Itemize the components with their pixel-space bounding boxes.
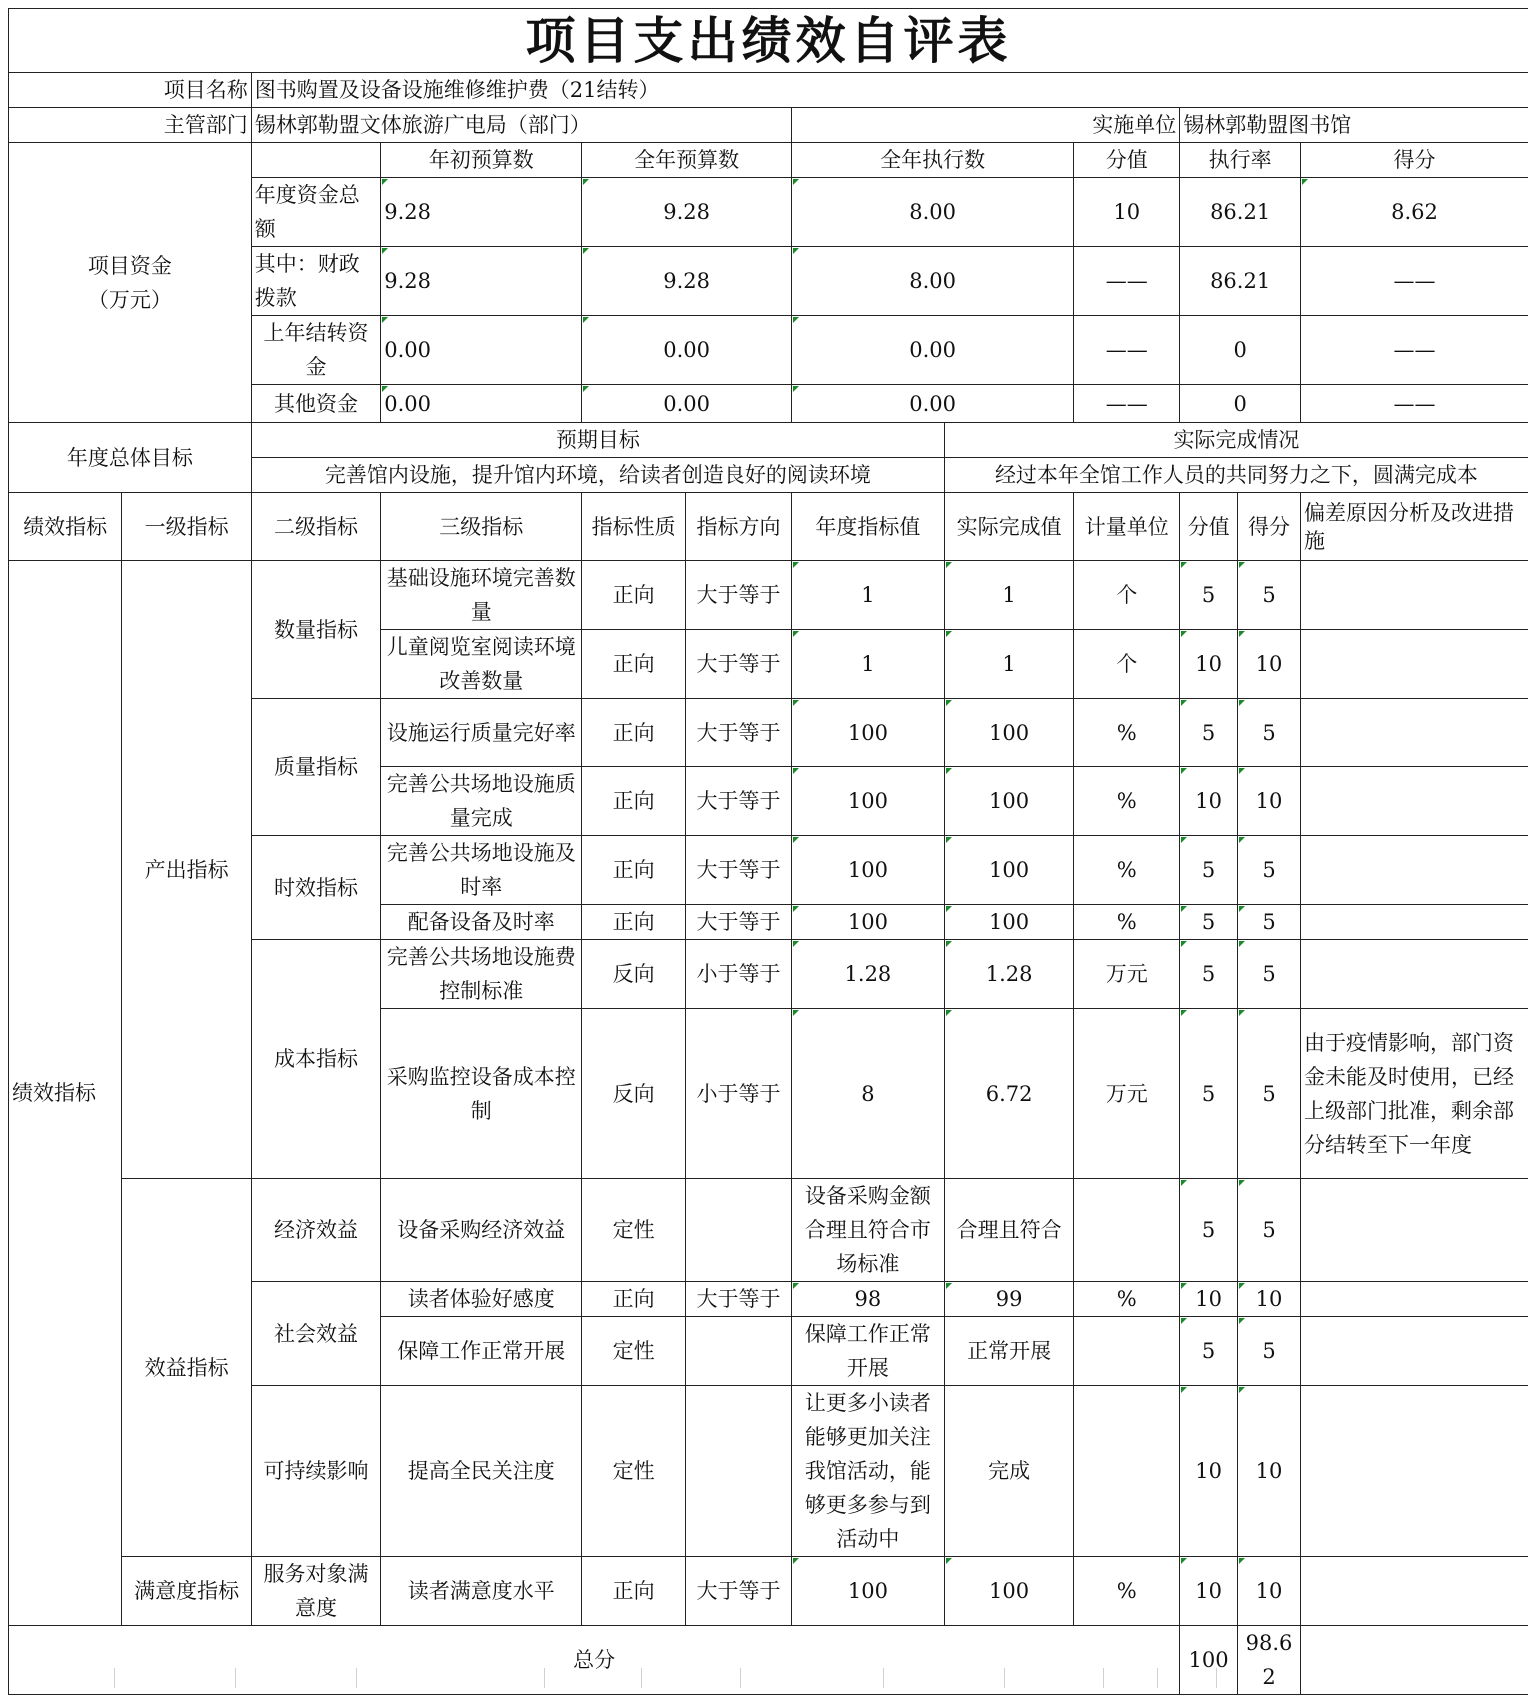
annual-goal-label: 年度总体目标 xyxy=(9,423,252,493)
indicator-actual: 1 xyxy=(944,561,1073,630)
funds-init-budget: 9.28 xyxy=(381,178,582,247)
indicator-name: 提高全民关注度 xyxy=(381,1386,582,1557)
funds-score: —— xyxy=(1301,385,1528,423)
dept-label: 主管部门 xyxy=(9,108,252,143)
indicator-actual: 合理且符合 xyxy=(944,1179,1073,1282)
funds-weight: 10 xyxy=(1074,178,1180,247)
indicator-name: 完善公共场地设施及时率 xyxy=(381,836,582,905)
indicator-unit: % xyxy=(1074,699,1180,767)
indicator-unit: 个 xyxy=(1074,630,1180,699)
indicator-nature: 定性 xyxy=(582,1179,686,1282)
expected-goal-text: 完善馆内设施，提升馆内环境，给读者创造良好的阅读环境 xyxy=(251,458,944,493)
indicator-target: 100 xyxy=(791,767,944,836)
indicator-score: 5 xyxy=(1237,940,1300,1009)
indicator-header: 年度指标值 xyxy=(791,493,944,561)
funds-executed: 0.00 xyxy=(791,316,1073,385)
indicator-name: 采购监控设备成本控制 xyxy=(381,1009,582,1179)
indicator-score: 5 xyxy=(1237,905,1300,940)
indicator-target: 1 xyxy=(791,630,944,699)
indicator-actual: 正常开展 xyxy=(944,1317,1073,1386)
indicator-unit: % xyxy=(1074,836,1180,905)
indicator-score: 5 xyxy=(1237,699,1300,767)
indicator-actual: 100 xyxy=(944,767,1073,836)
total-label: 总分 xyxy=(9,1626,1180,1695)
indicator-nature: 正向 xyxy=(582,561,686,630)
indicator-unit: 万元 xyxy=(1074,940,1180,1009)
level2-social: 社会效益 xyxy=(251,1282,380,1386)
funds-score: 8.62 xyxy=(1301,178,1528,247)
level2-economic: 经济效益 xyxy=(251,1179,380,1282)
indicator-unit: % xyxy=(1074,1557,1180,1626)
funds-score: —— xyxy=(1301,316,1528,385)
indicator-header: 得分 xyxy=(1237,493,1300,561)
indicator-weight: 5 xyxy=(1180,699,1238,767)
indicator-direction: 小于等于 xyxy=(686,1009,792,1179)
indicator-score: 5 xyxy=(1237,836,1300,905)
indicator-unit: % xyxy=(1074,905,1180,940)
funds-header: 年初预算数 xyxy=(381,143,582,178)
funds-init-budget: 0.00 xyxy=(381,316,582,385)
indicator-nature: 反向 xyxy=(582,1009,686,1179)
funds-row-label: 其中：财政拨款 xyxy=(251,247,380,316)
indicator-weight: 10 xyxy=(1180,767,1238,836)
funds-header: 分值 xyxy=(1074,143,1180,178)
indicator-target: 100 xyxy=(791,699,944,767)
indicator-nature: 定性 xyxy=(582,1386,686,1557)
indicator-actual: 1 xyxy=(944,630,1073,699)
indicator-nature: 定性 xyxy=(582,1317,686,1386)
indicator-note: 由于疫情影响，部门资金未能及时使用，已经上级部门批准，剩余部分结转至下一年度 xyxy=(1301,1009,1528,1179)
indicator-name: 配备设备及时率 xyxy=(381,905,582,940)
indicator-weight: 5 xyxy=(1180,836,1238,905)
funds-rate: 0 xyxy=(1180,385,1301,423)
indicator-unit: % xyxy=(1074,1282,1180,1317)
spreadsheet-gridlines xyxy=(0,1668,1528,1688)
indicator-weight: 5 xyxy=(1180,1317,1238,1386)
indicator-actual: 100 xyxy=(944,905,1073,940)
indicator-score: 5 xyxy=(1237,561,1300,630)
funds-executed: 8.00 xyxy=(791,178,1073,247)
funds-executed: 0.00 xyxy=(791,385,1073,423)
dept-value: 锡林郭勒盟文体旅游广电局（部门） xyxy=(251,108,791,143)
indicator-nature: 正向 xyxy=(582,699,686,767)
indicator-actual: 1.28 xyxy=(944,940,1073,1009)
indicator-weight: 10 xyxy=(1180,1282,1238,1317)
funds-weight: —— xyxy=(1074,316,1180,385)
funds-row-label: 上年结转资金 xyxy=(251,316,380,385)
funds-executed: 8.00 xyxy=(791,247,1073,316)
indicator-score: 5 xyxy=(1237,1317,1300,1386)
indicator-header: 实际完成值 xyxy=(944,493,1073,561)
indicator-name: 读者满意度水平 xyxy=(381,1557,582,1626)
indicator-score: 10 xyxy=(1237,630,1300,699)
level2-quantity: 数量指标 xyxy=(251,561,380,699)
indicator-note xyxy=(1301,940,1528,1009)
indicator-direction: 大于等于 xyxy=(686,905,792,940)
indicator-target: 设备采购金额合理且符合市场标准 xyxy=(791,1179,944,1282)
funds-header: 全年预算数 xyxy=(582,143,792,178)
indicator-direction: 小于等于 xyxy=(686,940,792,1009)
indicator-unit xyxy=(1074,1386,1180,1557)
indicator-actual: 6.72 xyxy=(944,1009,1073,1179)
indicator-note xyxy=(1301,1317,1528,1386)
indicator-actual: 100 xyxy=(944,1557,1073,1626)
indicator-name: 基础设施环境完善数量 xyxy=(381,561,582,630)
level1-benefit: 效益指标 xyxy=(122,1179,251,1557)
funds-init-budget: 0.00 xyxy=(381,385,582,423)
indicator-header: 指标性质 xyxy=(582,493,686,561)
indicator-unit xyxy=(1074,1179,1180,1282)
indicator-header: 二级指标 xyxy=(251,493,380,561)
funds-full-budget: 0.00 xyxy=(582,385,792,423)
indicator-header: 指标方向 xyxy=(686,493,792,561)
indicator-score: 10 xyxy=(1237,1557,1300,1626)
indicator-note xyxy=(1301,561,1528,630)
indicator-weight: 5 xyxy=(1180,561,1238,630)
page-title: 项目支出绩效自评表 xyxy=(9,9,1528,73)
indicator-nature: 正向 xyxy=(582,1282,686,1317)
indicator-name: 读者体验好感度 xyxy=(381,1282,582,1317)
indicator-name: 设施运行质量完好率 xyxy=(381,699,582,767)
indicator-nature: 正向 xyxy=(582,905,686,940)
indicator-target: 8 xyxy=(791,1009,944,1179)
indicator-unit: 个 xyxy=(1074,561,1180,630)
funds-header: 得分 xyxy=(1301,143,1528,178)
expected-goal-label: 预期目标 xyxy=(251,423,944,458)
indicator-header: 三级指标 xyxy=(381,493,582,561)
indicator-unit: 万元 xyxy=(1074,1009,1180,1179)
indicator-direction xyxy=(686,1179,792,1282)
indicator-name: 儿童阅览室阅读环境改善数量 xyxy=(381,630,582,699)
level2-quality: 质量指标 xyxy=(251,699,380,836)
indicator-score: 10 xyxy=(1237,1386,1300,1557)
level2-sustainability: 可持续影响 xyxy=(251,1386,380,1557)
indicator-direction: 大于等于 xyxy=(686,699,792,767)
indicator-header: 一级指标 xyxy=(122,493,251,561)
level1-satisfaction: 满意度指标 xyxy=(122,1557,251,1626)
level2-service-satisfaction: 服务对象满意度 xyxy=(251,1557,380,1626)
total-score: 98.62 xyxy=(1237,1626,1300,1695)
funds-score: —— xyxy=(1301,247,1528,316)
indicator-section-label: 绩效指标 xyxy=(9,561,122,1626)
indicator-weight: 10 xyxy=(1180,1386,1238,1557)
indicator-target: 100 xyxy=(791,905,944,940)
indicator-header: 偏差原因分析及改进措施 xyxy=(1301,493,1528,561)
indicator-score: 10 xyxy=(1237,1282,1300,1317)
indicator-direction: 大于等于 xyxy=(686,1557,792,1626)
project-name-label: 项目名称 xyxy=(9,73,252,108)
indicator-nature: 正向 xyxy=(582,1557,686,1626)
indicator-unit xyxy=(1074,1317,1180,1386)
indicator-target: 1.28 xyxy=(791,940,944,1009)
total-weight: 100 xyxy=(1180,1626,1238,1695)
funds-weight: —— xyxy=(1074,385,1180,423)
indicator-direction xyxy=(686,1317,792,1386)
indicator-nature: 反向 xyxy=(582,940,686,1009)
indicator-weight: 5 xyxy=(1180,1009,1238,1179)
indicator-weight: 5 xyxy=(1180,905,1238,940)
funds-label: 项目资金 （万元） xyxy=(9,143,252,423)
funds-full-budget: 9.28 xyxy=(582,178,792,247)
indicator-note xyxy=(1301,836,1528,905)
indicator-target: 100 xyxy=(791,836,944,905)
funds-header: 全年执行数 xyxy=(791,143,1073,178)
indicator-score: 5 xyxy=(1237,1009,1300,1179)
funds-row-label: 其他资金 xyxy=(251,385,380,423)
indicator-name: 完善公共场地设施质量完成 xyxy=(381,767,582,836)
indicator-weight: 10 xyxy=(1180,1557,1238,1626)
level1-output: 产出指标 xyxy=(122,561,251,1179)
indicator-target: 98 xyxy=(791,1282,944,1317)
indicator-direction xyxy=(686,1386,792,1557)
indicator-direction: 大于等于 xyxy=(686,836,792,905)
indicator-note xyxy=(1301,630,1528,699)
indicator-target: 保障工作正常开展 xyxy=(791,1317,944,1386)
actual-result-text: 经过本年全馆工作人员的共同努力之下，圆满完成本 xyxy=(944,458,1528,493)
indicator-nature: 正向 xyxy=(582,836,686,905)
level2-cost: 成本指标 xyxy=(251,940,380,1179)
project-name-value: 图书购置及设备设施维修维护费（21结转） xyxy=(251,73,1528,108)
funds-full-budget: 0.00 xyxy=(582,316,792,385)
funds-weight: —— xyxy=(1074,247,1180,316)
indicator-actual: 100 xyxy=(944,836,1073,905)
indicator-header: 绩效指标 xyxy=(9,493,122,561)
indicator-weight: 5 xyxy=(1180,940,1238,1009)
indicator-nature: 正向 xyxy=(582,767,686,836)
indicator-note xyxy=(1301,1179,1528,1282)
self-evaluation-table xyxy=(8,8,1528,1695)
indicator-note xyxy=(1301,1282,1528,1317)
funds-row-label: 年度资金总额 xyxy=(251,178,380,247)
indicator-direction: 大于等于 xyxy=(686,767,792,836)
funds-rate: 86.21 xyxy=(1180,247,1301,316)
funds-header: 执行率 xyxy=(1180,143,1301,178)
funds-header-blank xyxy=(251,143,380,178)
indicator-target: 让更多小读者能够更加关注我馆活动，能够更多参与到活动中 xyxy=(791,1386,944,1557)
indicator-target: 1 xyxy=(791,561,944,630)
funds-full-budget: 9.28 xyxy=(582,247,792,316)
indicator-header: 分值 xyxy=(1180,493,1238,561)
indicator-nature: 正向 xyxy=(582,630,686,699)
funds-init-budget: 9.28 xyxy=(381,247,582,316)
indicator-name: 保障工作正常开展 xyxy=(381,1317,582,1386)
indicator-note xyxy=(1301,1386,1528,1557)
indicator-name: 设备采购经济效益 xyxy=(381,1179,582,1282)
indicator-weight: 10 xyxy=(1180,630,1238,699)
level2-timeliness: 时效指标 xyxy=(251,836,380,940)
unit-label: 实施单位 xyxy=(791,108,1179,143)
indicator-header: 计量单位 xyxy=(1074,493,1180,561)
indicator-direction: 大于等于 xyxy=(686,630,792,699)
indicator-note xyxy=(1301,699,1528,767)
funds-rate: 0 xyxy=(1180,316,1301,385)
indicator-note xyxy=(1301,905,1528,940)
actual-result-label: 实际完成情况 xyxy=(944,423,1528,458)
indicator-weight: 5 xyxy=(1180,1179,1238,1282)
indicator-score: 5 xyxy=(1237,1179,1300,1282)
indicator-name: 完善公共场地设施费控制标准 xyxy=(381,940,582,1009)
indicator-unit: % xyxy=(1074,767,1180,836)
indicator-score: 10 xyxy=(1237,767,1300,836)
unit-value: 锡林郭勒盟图书馆 xyxy=(1180,108,1528,143)
indicator-note xyxy=(1301,767,1528,836)
indicator-target: 100 xyxy=(791,1557,944,1626)
indicator-actual: 100 xyxy=(944,699,1073,767)
indicator-direction: 大于等于 xyxy=(686,561,792,630)
indicator-note xyxy=(1301,1557,1528,1626)
indicator-actual: 99 xyxy=(944,1282,1073,1317)
indicator-direction: 大于等于 xyxy=(686,1282,792,1317)
indicator-actual: 完成 xyxy=(944,1386,1073,1557)
funds-rate: 86.21 xyxy=(1180,178,1301,247)
